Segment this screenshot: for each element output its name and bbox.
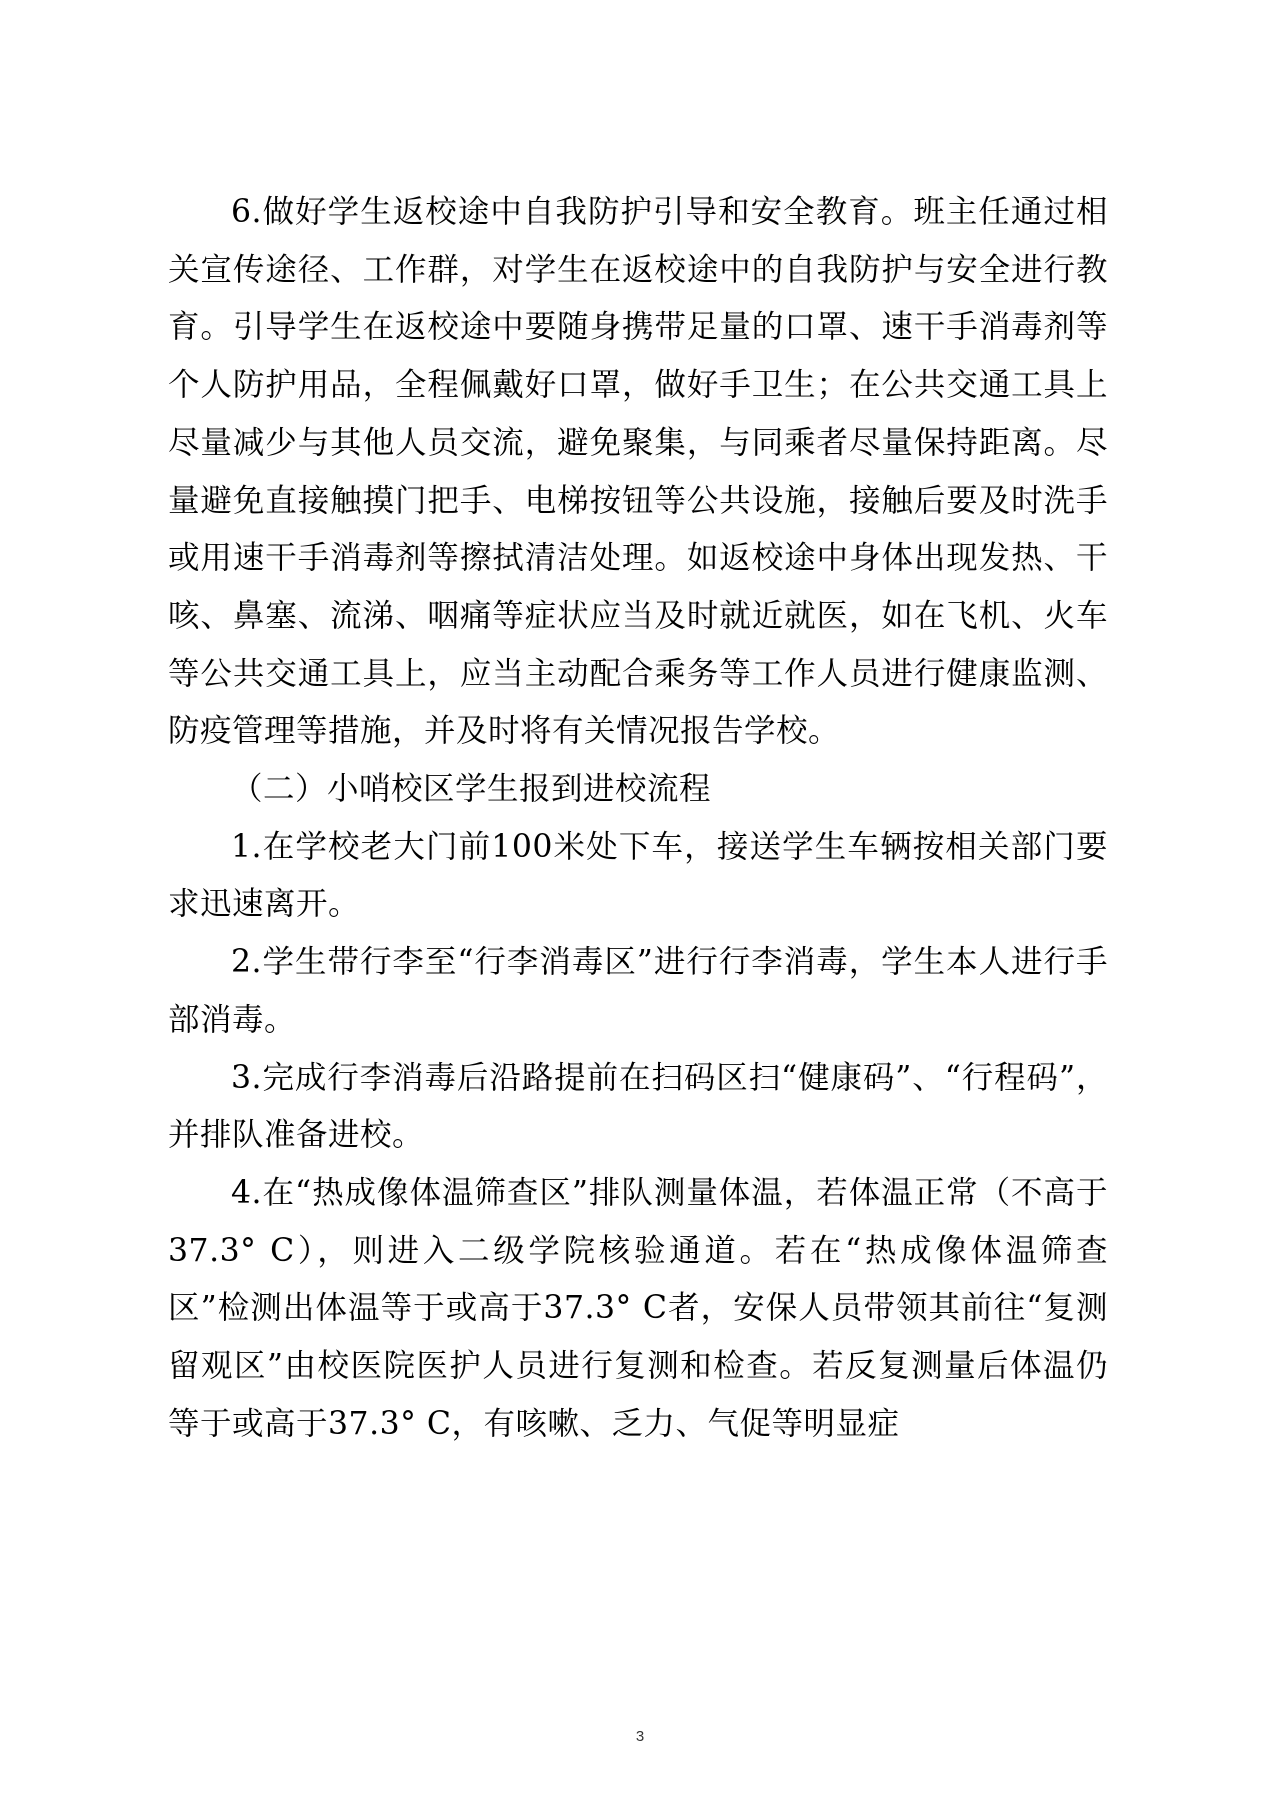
paragraph-step-1: 1.在学校老大门前100米处下车，接送学生车辆按相关部门要求迅速离开。 [168, 828, 1108, 923]
paragraph-self-protection: 6.做好学生返校途中自我防护引导和安全教育。班主任通过相关宣传途径、工作群，对学生在返校途中的自我防护与安全进行教育。引导学生在返校途中要随身携带足量的口罩、速干手消毒剂等个人防护用品，全程佩戴好口罩，做好手卫生；在公共交通工具上尽量减少与其他人员交流，避免聚集，与同乘者尽量保持距离。尽量避免直接触摸门把手、电梯按钮等公共设施，接触后要及时洗手或用速干手消毒剂等擦拭清洁处理。如返校途中身体出现发热、干咳、鼻塞、流涕、咽痛等症状应当及时就近就医，如在飞机、火车等公共交通工具上，应当主动配合乘务等工作人员进行健康监测、防疫管理等措施，并及时将有关情况报告学校。 [168, 194, 1108, 750]
document-body [168, 184, 1108, 1453]
paragraph-step-4: 4.在“热成像体温筛查区”排队测量体温，若体温正常（不高于37.3° C），则进入二级学院核验通道。若在“热成像体温筛查区”检测出体温等于或高于37.3° C者，安保人员带领其前往“复测留观区”由校医院医护人员进行复测和检查。若反复测量后体温仍等于或高于37.3° C，有咳嗽、乏力、气促等明显症 [168, 1174, 1108, 1442]
section-heading-xiaoshao-campus: （二）小哨校区学生报到进校流程 [231, 771, 712, 808]
paragraph-step-3: 3.完成行李消毒后沿路提前在扫码区扫“健康码”、“行程码”，并排队准备进校。 [168, 1059, 1108, 1154]
paragraph-step-2: 2.学生带行李至“行李消毒区”进行行李消毒，学生本人进行手部消毒。 [168, 944, 1108, 1038]
page-number: 3 [635, 1728, 645, 1745]
